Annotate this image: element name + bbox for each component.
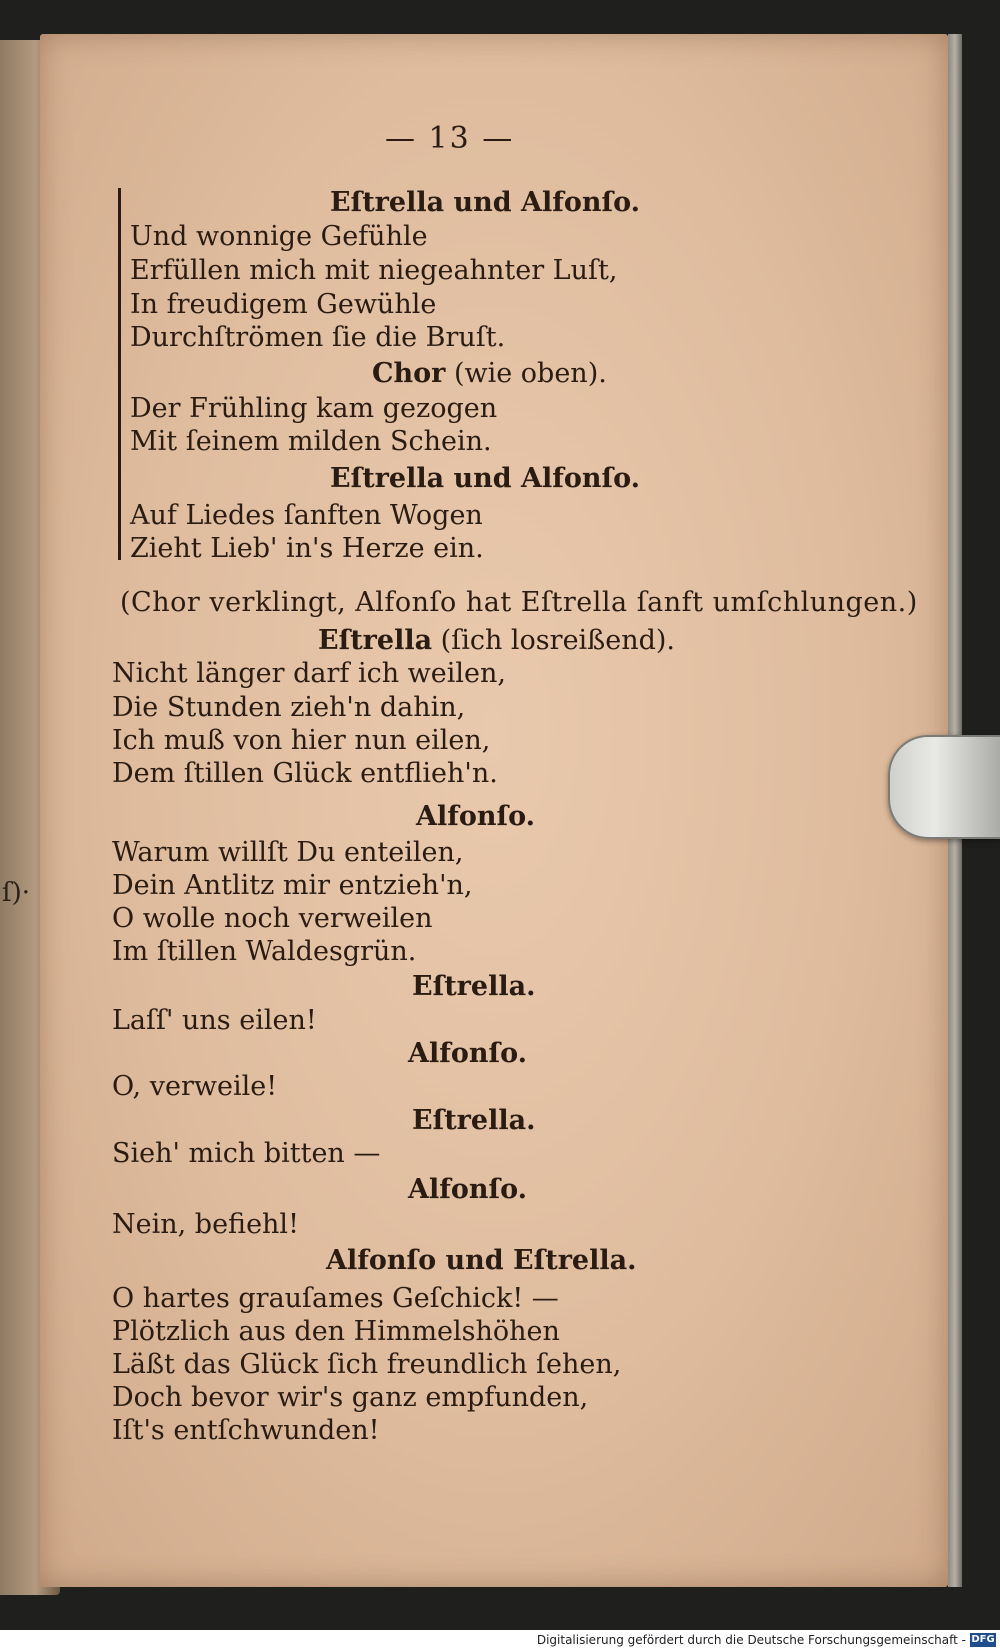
verse-line: Nicht länger darf ich weilen, [112, 658, 506, 689]
left-page-fragment: ſ)· [2, 878, 31, 908]
digitization-footer [0, 1630, 1000, 1650]
verse-line: Und wonnige Gefühle [130, 221, 428, 252]
verse-line: Der Frühling kam gezogen [130, 393, 498, 424]
verse-line: Mit ſeinem milden Schein. [130, 426, 492, 457]
verse-line: Nein, befiehl! [112, 1209, 299, 1240]
verse-line: Im ſtillen Waldesgrün. [112, 936, 417, 967]
footer-text: Digitalisierung gefördert durch die Deutsche Forschungsgemeinschaft - [536, 1633, 966, 1647]
verse-line: Plötzlich aus den Himmelshöhen [112, 1316, 560, 1347]
speaker-label: Alfonſo. [408, 1038, 528, 1069]
stage-direction: (Chor verklingt, Alfonſo hat Eſtrella ſanft umſchlungen.) [120, 587, 918, 618]
verse-line: O wolle noch verweilen [112, 903, 433, 934]
verse-line: O, verweile! [112, 1071, 278, 1102]
verse-line: Ich muß von hier nun eilen, [112, 725, 491, 756]
verse-line: Auf Liedes ſanften Wogen [130, 500, 483, 531]
page-number: — 13 — [385, 121, 515, 156]
verse-line: Doch bevor wir's ganz empfunden, [112, 1382, 589, 1413]
speaker-label: Chor (wie oben). [372, 358, 607, 389]
speaker-label: Eſtrella und Alfonſo. [330, 463, 641, 494]
verse-line: O hartes grauſames Geſchick! — [112, 1283, 559, 1314]
verse-line: Zieht Lieb' in's Herze ein. [130, 533, 484, 564]
verse-line: Dein Antlitz mir entzieh'n, [112, 870, 473, 901]
verse-line: Laſſ' uns eilen! [112, 1005, 317, 1036]
speaker-label: Eſtrella und Alfonſo. [330, 187, 641, 218]
speaker-label: Alfonſo. [408, 1174, 528, 1205]
speaker-label: Alfonſo. [416, 801, 536, 832]
speaker-label: Alfonſo und Eſtrella. [326, 1245, 637, 1276]
speaker-label: Eſtrella. [412, 971, 536, 1002]
verse-line: Warum willſt Du enteilen, [112, 837, 464, 868]
verse-line: In freudigem Gewühle [130, 289, 437, 320]
dfg-logo: DFG [971, 1634, 995, 1645]
speaker-label: Eſtrella (ſich losreißend). [318, 625, 675, 656]
verse-line: Läßt das Glück ſich freundlich ſehen, [112, 1349, 622, 1380]
verse-line: Iſt's entſchwunden! [112, 1415, 380, 1446]
speaker-label: Eſtrella. [412, 1105, 536, 1136]
verse-line: Die Stunden zieh'n dahin, [112, 692, 466, 723]
verse-line: Sieh' mich bitten — [112, 1138, 381, 1169]
verse-line: Erfüllen mich mit niegeahnter Luſt, [130, 255, 618, 286]
verse-line: Durchſtrömen ſie die Bruſt. [130, 322, 506, 353]
verse-line: Dem ſtillen Glück entflieh'n. [112, 758, 498, 789]
bookmark-tab [888, 735, 1000, 839]
duet-bracket [118, 188, 129, 560]
